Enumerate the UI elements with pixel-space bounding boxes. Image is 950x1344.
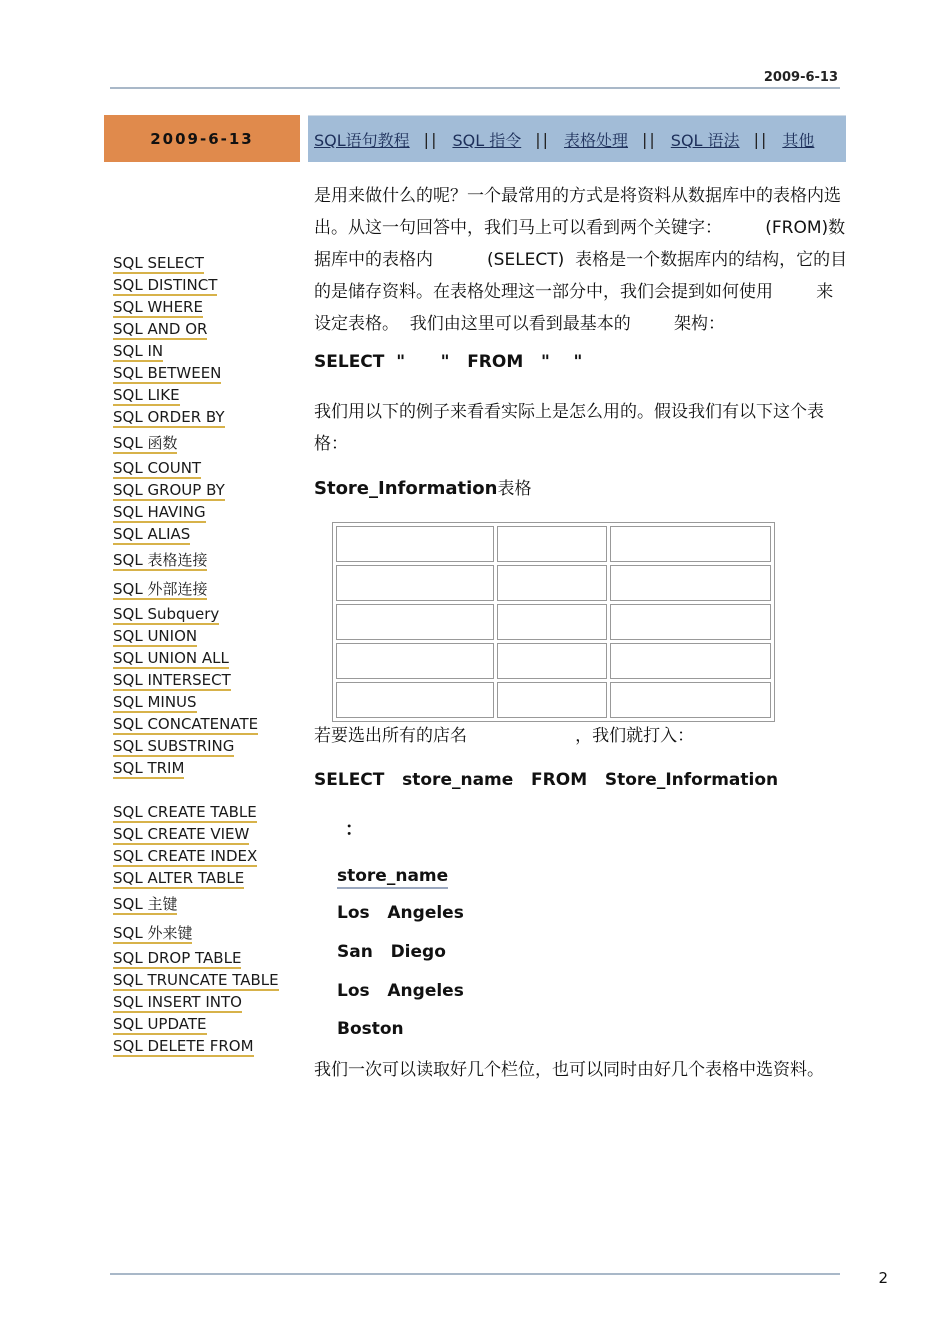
nav-separator: || xyxy=(753,129,769,149)
table-cell xyxy=(610,682,771,718)
header-date: 2009-6-13 xyxy=(763,70,838,85)
sidebar-link[interactable]: SQL INSERT INTO xyxy=(113,993,242,1011)
sidebar-link[interactable]: SQL Subquery xyxy=(113,605,220,623)
sidebar-link[interactable]: SQL GROUP BY xyxy=(113,481,225,499)
sidebar-link[interactable]: SQL COUNT xyxy=(113,459,202,477)
sidebar-link[interactable]: SQL TRIM xyxy=(113,759,185,777)
table-cell xyxy=(336,565,494,601)
sidebar-link[interactable]: SQL BETWEEN xyxy=(113,364,222,382)
table-cell xyxy=(610,526,771,562)
page-number: 2 xyxy=(878,1269,888,1287)
sidebar-link[interactable]: SQL UNION ALL xyxy=(113,649,229,667)
store-information-table xyxy=(332,522,775,722)
nav-link-table-handling[interactable]: 表格处理 xyxy=(564,130,629,150)
banner-date: 2009-6-13 xyxy=(104,115,300,162)
nav-link-syntax[interactable]: SQL 语法 xyxy=(670,130,740,150)
result-row: San Diego xyxy=(337,942,446,962)
table-cell xyxy=(610,565,771,601)
text-line: 据库中的表格内 (SELECT) 表格是一个数据库内的结构，它的目 xyxy=(314,250,848,270)
footer-divider xyxy=(110,1273,840,1275)
table-cell xyxy=(497,604,607,640)
result-row: Boston xyxy=(337,1019,404,1039)
result-label: ： xyxy=(345,819,363,840)
table-cell xyxy=(336,682,494,718)
select-instruction: 若要选出所有的店名 ，我们就打入： xyxy=(314,726,695,746)
nav-link-other[interactable]: 其他 xyxy=(782,130,815,150)
table-name: Store_Information xyxy=(314,478,498,499)
text-line: 是用来做什么的呢？一个最常用的方式是将资料从数据库中的表格内选 xyxy=(314,186,841,206)
text-line: 我们用以下的例子来看看实际上是怎么用的。假设我们有以下这个表 xyxy=(314,402,824,422)
table-cell xyxy=(336,643,494,679)
sidebar-link[interactable]: SQL SUBSTRING xyxy=(113,737,235,755)
header-divider xyxy=(110,87,840,89)
syntax-code: SELECT " " FROM " " xyxy=(314,352,583,372)
table-cell xyxy=(497,682,607,718)
result-row: Los Angeles xyxy=(337,981,464,1001)
result-header: store_name xyxy=(337,866,448,889)
example-intro xyxy=(314,396,842,460)
sidebar-link[interactable]: SQL HAVING xyxy=(113,503,206,521)
table-row xyxy=(336,565,771,601)
table-cell xyxy=(336,526,494,562)
sidebar-link[interactable]: SQL 外来键 xyxy=(113,924,193,942)
sidebar-link[interactable]: SQL WHERE xyxy=(113,298,203,316)
sidebar-link[interactable]: SQL IN xyxy=(113,342,164,360)
nav-separator: || xyxy=(642,129,657,149)
sidebar-link[interactable]: SQL 主键 xyxy=(113,895,178,913)
table-row xyxy=(336,604,771,640)
sidebar-link[interactable]: SQL DELETE FROM xyxy=(113,1037,254,1055)
text-line: 设定表格。 我们由这里可以看到最基本的 架构： xyxy=(314,314,726,334)
sidebar-link[interactable]: SQL 表格连接 xyxy=(113,551,208,569)
table-cell xyxy=(336,604,494,640)
sidebar-spacer xyxy=(113,781,279,803)
text-line: 的是储存资料。在表格处理这一部分中，我们会提到如何使用 来 xyxy=(314,282,834,302)
sidebar-link[interactable]: SQL TRUNCATE TABLE xyxy=(113,971,279,989)
sidebar-link[interactable]: SQL UNION xyxy=(113,627,198,645)
table-caption-suffix: 表格 xyxy=(497,479,532,499)
top-nav xyxy=(308,115,846,162)
table-row xyxy=(336,682,771,718)
sidebar-nav xyxy=(113,254,279,1059)
sidebar-link[interactable]: SQL MINUS xyxy=(113,693,197,711)
sidebar-link[interactable]: SQL SELECT xyxy=(113,254,204,272)
table-row xyxy=(336,643,771,679)
result-table xyxy=(337,866,464,1039)
sidebar-link[interactable]: SQL CREATE TABLE xyxy=(113,803,257,821)
sidebar-link[interactable]: SQL 外部连接 xyxy=(113,580,208,598)
query-code: SELECT store_name FROM Store_Information xyxy=(314,770,779,790)
closing-paragraph: 我们一次可以读取好几个栏位，也可以同时由好几个表格中选资料。 xyxy=(314,1060,824,1080)
table-cell xyxy=(497,565,607,601)
result-row: Los Angeles xyxy=(337,903,464,923)
nav-link-tutorial[interactable]: SQL语句教程 xyxy=(314,130,410,150)
table-cell xyxy=(497,526,607,562)
nav-separator: || xyxy=(535,129,550,149)
sidebar-link[interactable]: SQL LIKE xyxy=(113,386,180,404)
sidebar-link[interactable]: SQL CONCATENATE xyxy=(113,715,259,733)
table-cell xyxy=(610,604,771,640)
sidebar-link[interactable]: SQL DROP TABLE xyxy=(113,949,242,967)
nav-separator: || xyxy=(423,129,439,149)
text-line: 出。从这一句回答中，我们马上可以看到两个关键字： (FROM)数 xyxy=(314,218,846,238)
sidebar-link[interactable]: SQL ORDER BY xyxy=(113,408,225,426)
sidebar-link[interactable]: SQL INTERSECT xyxy=(113,671,231,689)
sidebar-link[interactable]: SQL CREATE VIEW xyxy=(113,825,250,843)
sidebar-link[interactable]: SQL ALIAS xyxy=(113,525,191,543)
table-caption xyxy=(314,474,531,499)
table-row xyxy=(336,526,771,562)
sidebar-link[interactable]: SQL 函数 xyxy=(113,434,178,452)
table-cell xyxy=(610,643,771,679)
sidebar-link[interactable]: SQL UPDATE xyxy=(113,1015,207,1033)
table-cell xyxy=(497,643,607,679)
intro-paragraph xyxy=(314,180,848,340)
sidebar-link[interactable]: SQL DISTINCT xyxy=(113,276,218,294)
nav-link-commands[interactable]: SQL 指令 xyxy=(452,130,522,150)
sidebar-link[interactable]: SQL AND OR xyxy=(113,320,208,338)
text-line: 格： xyxy=(314,434,348,454)
sidebar-link[interactable]: SQL CREATE INDEX xyxy=(113,847,258,865)
sidebar-link[interactable]: SQL ALTER TABLE xyxy=(113,869,245,887)
